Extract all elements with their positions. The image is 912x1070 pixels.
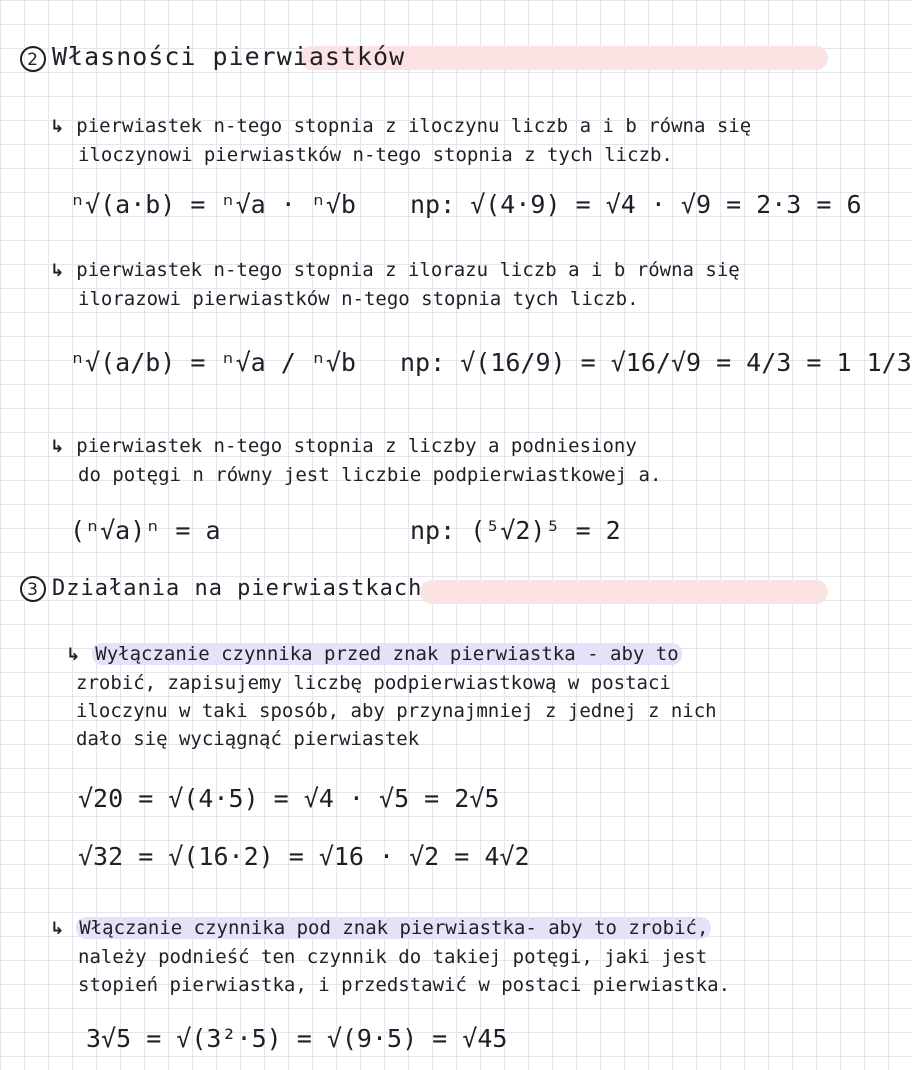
formula-power: (ⁿ√a)ⁿ = a	[70, 516, 221, 545]
rule-line: pierwiastek n-tego stopnia z iloczynu liczb a i b równa się	[76, 115, 752, 137]
section-title: Własności pierwiastków	[52, 42, 406, 71]
formula-product: ⁿ√(a·b) = ⁿ√a · ⁿ√b	[70, 190, 356, 219]
rule-extract-factor	[66, 640, 717, 753]
arrow-icon: ↳	[50, 261, 65, 281]
rule-line: Włączanie czynnika pod znak pierwiastka- aby to zrobić,	[76, 917, 711, 939]
rule-line: iloczynu w taki sposób, aby przynajmniej z jednej z nich	[76, 700, 717, 722]
arrow-icon: ↳	[66, 645, 81, 665]
rule-line: iloczynowi pierwiastków n-tego stopnia z tych liczb.	[78, 144, 673, 166]
heading-highlight	[420, 580, 828, 604]
rule-line: ilorazowi pierwiastków n-tego stopnia tych liczb.	[78, 288, 639, 310]
rule-quotient	[50, 256, 740, 313]
arrow-icon: ↳	[50, 117, 65, 137]
example-extract-1: √20 = √(4·5) = √4 · √5 = 2√5	[78, 784, 500, 813]
rule-line: Wyłączanie czynnika przed znak pierwiastka - aby to	[92, 643, 681, 665]
example-insert-1: 3√5 = √(3²·5) = √(9·5) = √45	[86, 1024, 508, 1053]
rule-line: do potęgi n równy jest liczbie podpierwiastkowej a.	[78, 464, 662, 486]
section-3-heading	[20, 576, 422, 602]
example-power: np: (⁵√2)⁵ = 2	[410, 516, 621, 545]
example-product: np: √(4·9) = √4 · √9 = 2·3 = 6	[410, 190, 862, 219]
rule-power	[50, 432, 661, 489]
section-title: Działania na pierwiastkach	[52, 576, 423, 601]
rule-line: pierwiastek n-tego stopnia z liczby a podniesiony	[76, 435, 637, 457]
rule-line: pierwiastek n-tego stopnia z ilorazu liczb a i b równa się	[76, 259, 740, 281]
example-quotient: np: √(16/9) = √16/√9 = 4/3 = 1 1/3	[400, 348, 912, 377]
rule-line: należy podnieść ten czynnik do takiej potęgi, jaki jest	[78, 946, 708, 968]
formula-quotient: ⁿ√(a/b) = ⁿ√a / ⁿ√b	[70, 348, 356, 377]
rule-product	[50, 112, 751, 169]
rule-line: stopień pierwiastka, i przedstawić w postaci pierwiastka.	[78, 974, 731, 996]
section-number: 2	[20, 46, 46, 72]
rule-insert-factor	[50, 914, 730, 999]
section-2-heading	[20, 42, 405, 72]
rule-line: dało się wyciągnąć pierwiastek	[76, 728, 420, 750]
arrow-icon: ↳	[50, 437, 65, 457]
rule-line: zrobić, zapisujemy liczbę podpierwiastkową w postaci	[76, 672, 671, 694]
arrow-icon: ↳	[50, 919, 65, 939]
example-extract-2: √32 = √(16·2) = √16 · √2 = 4√2	[78, 842, 530, 871]
section-number: 3	[20, 576, 46, 602]
